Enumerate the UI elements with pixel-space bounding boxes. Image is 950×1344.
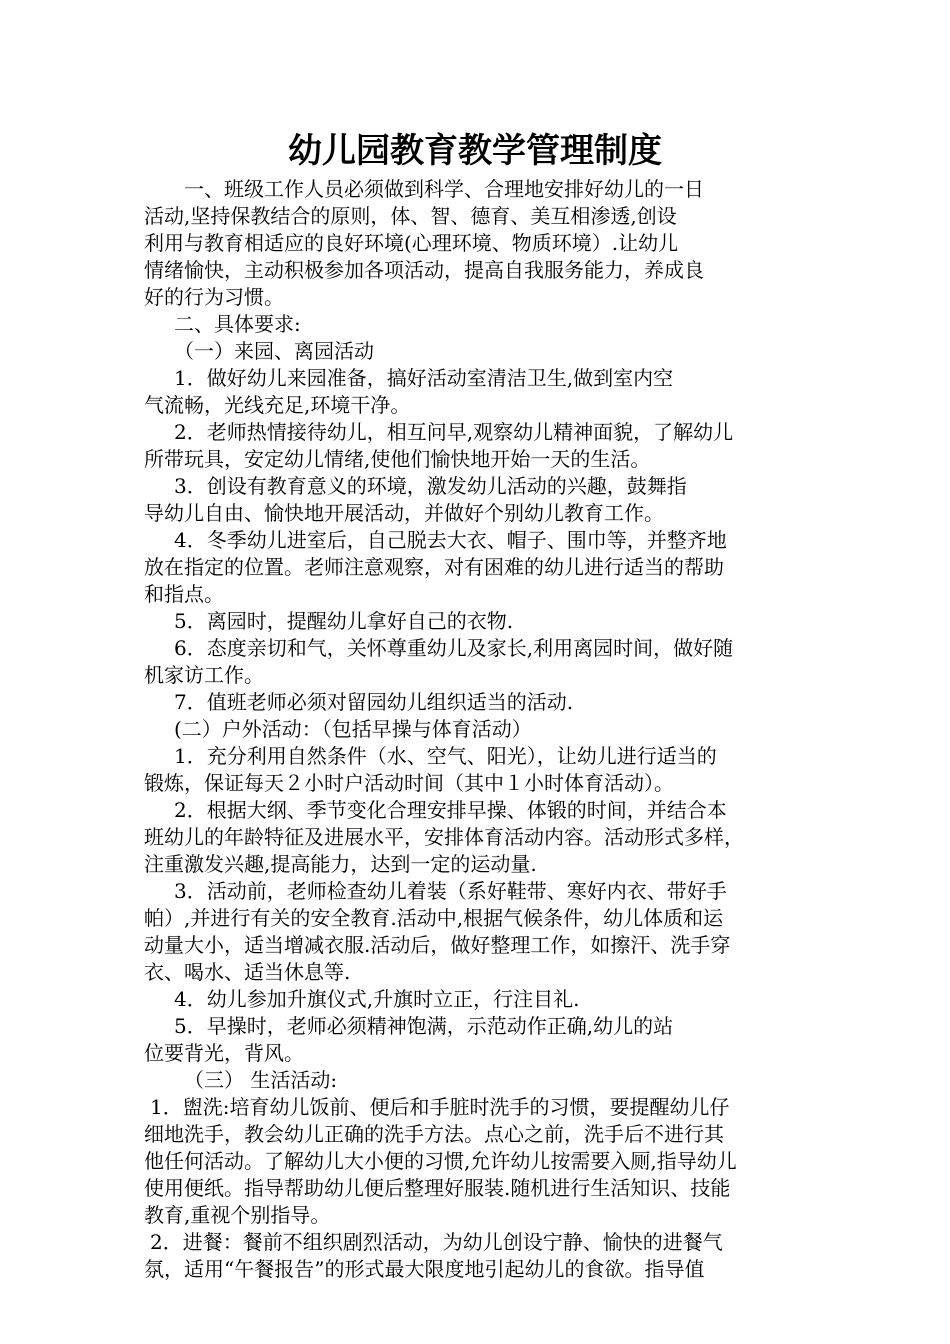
text-line: 5．早操时，老师必须精神饱满，示范动作正确,幼儿的站 xyxy=(174,1014,674,1038)
text-line: 3．活动前，老师检查幼儿着装（系好鞋带、寒好内衣、带好手 xyxy=(174,879,727,903)
text-line: （三） 生活活动: xyxy=(184,1068,338,1092)
text-line: 教育,重视个别指导。 xyxy=(144,1203,331,1227)
text-line: 1．做好幼儿来园准备，搞好活动室清洁卫生,做到室内空 xyxy=(174,366,674,390)
text-line: 锻炼，保证每天２小时户活动时间（其中１小时体育活动）。 xyxy=(144,771,674,795)
document-body xyxy=(144,176,814,1283)
text-line: 导幼儿自由、愉快地开展活动，并做好个别幼儿教育工作。 xyxy=(144,501,664,525)
text-line: 2．根据大纲、季节变化合理安排早操、体锻的时间，并结合本 xyxy=(174,798,727,822)
text-line: （一）来园、离园活动 xyxy=(174,339,374,363)
text-line: 气流畅，光线充足,环境干净。 xyxy=(144,393,411,417)
text-line: 细地洗手，教会幼儿正确的洗手方法。点心之前，洗手后不进行其 xyxy=(144,1122,724,1146)
text-line: 位要背光，背风。 xyxy=(144,1041,304,1065)
text-line: 所带玩具，安定幼儿情绪,使他们愉快地开始一天的生活。 xyxy=(144,447,651,471)
text-line: 利用与教育相适应的良好环境(心理环境、物质环境）.让幼儿 xyxy=(144,231,679,255)
text-line: 班幼儿的年龄特征及进展水平，安排体育活动内容。活动形式多样， xyxy=(144,825,744,849)
text-line: 情绪愉快，主动积极参加各项活动，提高自我服务能力，养成良 xyxy=(144,258,704,282)
text-line: 1．盥洗:培育幼儿饭前、便后和手脏时洗手的习惯，要提醒幼儿仔 xyxy=(150,1095,730,1119)
text-line: 4．幼儿参加升旗仪式,升旗时立正，行注目礼. xyxy=(174,987,580,1011)
text-line: 注重激发兴趣,提高能力，达到一定的运动量. xyxy=(144,852,537,876)
text-line: 7．值班老师必须对留园幼儿组织适当的活动. xyxy=(174,690,574,714)
text-line: 二、具体要求: xyxy=(174,312,301,336)
text-line: 5．离园时，提醒幼儿拿好自己的衣物. xyxy=(174,609,514,633)
text-line: 动量大小，适当增减衣服.活动后，做好整理工作，如擦汗、洗手穿 xyxy=(144,933,731,957)
text-line: 帕）,并进行有关的安全教育.活动中,根据气候条件，幼儿体质和运 xyxy=(144,906,724,930)
text-line: 1．充分利用自然条件（水、空气、阳光），让幼儿进行适当的 xyxy=(174,744,717,768)
text-line: 好的行为习惯。 xyxy=(144,285,284,309)
text-line: 2．老师热情接待幼儿，相互问早,观察幼儿精神面貌，了解幼儿 xyxy=(174,420,734,444)
text-line: (二）户外活动：（包括早操与体育活动） xyxy=(174,717,532,741)
document-title: 幼儿园教育教学管理制度 xyxy=(288,131,662,171)
text-line: 6．态度亲切和气，关怀尊重幼儿及家长,利用离园时间，做好随 xyxy=(174,636,734,660)
text-line: 他任何活动。了解幼儿大小便的习惯,允许幼儿按需要入厕,指导幼儿 xyxy=(144,1149,737,1173)
text-line: 2．进餐：餐前不组织剧烈活动，为幼儿创设宁静、愉快的进餐气 xyxy=(150,1230,723,1254)
text-line: 活动,坚持保教结合的原则，体、智、德育、美互相渗透,创设 xyxy=(144,204,677,228)
text-line: 使用便纸。指导帮助幼儿便后整理好服装.随机进行生活知识、技能 xyxy=(144,1176,731,1200)
text-line: 一、班级工作人员必须做到科学、合理地安排好幼儿的一日 xyxy=(184,177,704,201)
text-line: 衣、喝水、适当休息等. xyxy=(144,960,351,984)
text-line: 4．冬季幼儿进室后，自己脱去大衣、帽子、围巾等，并整齐地 xyxy=(174,528,727,552)
text-line: 放在指定的位置。老师注意观察，对有困难的幼儿进行适当的帮助 xyxy=(144,555,724,579)
text-line: 氛，适用“午餐报告”的形式最大限度地引起幼儿的食欲。指导值 xyxy=(144,1257,705,1281)
text-line: 3．创设有教育意义的环境，激发幼儿活动的兴趣，鼓舞指 xyxy=(174,474,687,498)
text-line: 和指点。 xyxy=(144,582,224,606)
text-line: 机家访工作。 xyxy=(144,663,264,687)
